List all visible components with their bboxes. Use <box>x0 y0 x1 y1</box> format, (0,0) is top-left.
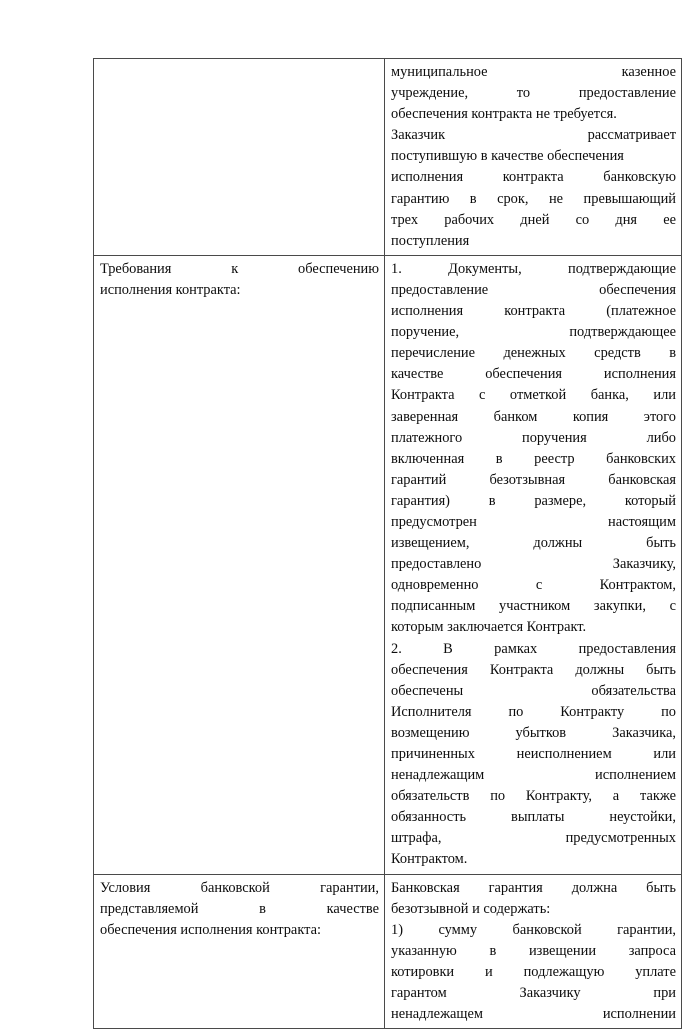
cell-line: поступления <box>391 232 470 249</box>
table-row <box>94 255 682 874</box>
cell-line: поступившую в качестве обеспечения <box>391 148 624 165</box>
cell-line: возмещению убытков Заказчика, <box>391 724 676 741</box>
cell-line: указанную в извещении запроса <box>391 942 676 959</box>
cell-line: 2. В рамках предоставления <box>391 640 676 657</box>
cell-line: подписанным участником закупки, с <box>391 598 676 615</box>
cell-line: ненадлежащим исполнением <box>391 767 676 784</box>
table-cell-value <box>385 255 682 874</box>
cell-line: предоставление обеспечения <box>391 281 676 298</box>
contract-requirements-table <box>93 58 682 1029</box>
cell-line: обеспечены обязательства <box>391 682 676 699</box>
table-row <box>94 874 682 1029</box>
cell-line: включенная в реестр банковских <box>391 450 676 467</box>
cell-line: предоставлено Заказчику, <box>391 556 676 573</box>
cell-line: предусмотрен настоящим <box>391 513 676 530</box>
cell-line: обеспечения исполнения контракта: <box>100 921 321 938</box>
cell-line: Контракта с отметкой банка, или <box>391 387 676 404</box>
cell-line: штрафа, предусмотренных <box>391 830 676 847</box>
cell-line: ненадлежащем исполнении <box>391 1006 676 1023</box>
cell-line: котировки и подлежащую уплате <box>391 963 676 980</box>
cell-line: перечисление денежных средств в <box>391 345 676 362</box>
table-cell-label <box>94 255 385 874</box>
cell-line: причиненных неисполнением или <box>391 746 676 762</box>
table-cell-value <box>385 59 682 256</box>
table-cell-label <box>94 59 385 256</box>
cell-line: представляемой в качестве <box>100 900 379 917</box>
cell-line: гарантом Заказчику при <box>391 985 676 1002</box>
cell-line: обязанность выплаты неустойки, <box>391 809 676 826</box>
cell-line: гарантию в срок, не превышающий <box>391 190 676 207</box>
cell-line: обеспечения Контракта должны быть <box>391 661 676 678</box>
cell-line: платежного поручения либо <box>391 429 676 446</box>
cell-line: Требования к обеспечению <box>100 260 379 277</box>
cell-line: учреждение, то предоставление <box>391 85 676 102</box>
cell-line: заверенная банком копия этого <box>391 408 676 425</box>
cell-line: 1. Документы, подтверждающие <box>391 260 676 277</box>
table-cell-label <box>94 874 385 1029</box>
cell-line: Исполнителя по Контракту по <box>391 703 676 720</box>
table-row <box>94 59 682 256</box>
cell-line: трех рабочих дней со дня ее <box>391 211 676 228</box>
cell-line: безотзывной и содержать: <box>391 900 551 917</box>
cell-line: муниципальное казенное <box>391 64 676 80</box>
cell-line: одновременно с Контрактом, <box>391 577 676 594</box>
cell-line: исполнения контракта: <box>100 281 241 298</box>
table-body <box>94 59 682 1029</box>
cell-line: Заказчик рассматривает <box>391 127 676 144</box>
cell-line: извещением, должны быть <box>391 535 676 552</box>
cell-line: исполнения контракта банковскую <box>391 169 676 186</box>
cell-line: гарантия) в размере, который <box>391 492 676 509</box>
cell-line: качестве обеспечения исполнения <box>391 366 676 383</box>
cell-line: гарантий безотзывная банковская <box>391 471 676 488</box>
cell-line: обязательств по Контракту, а также <box>391 788 676 805</box>
cell-line: которым заключается Контракт. <box>391 619 587 636</box>
cell-line: поручение, подтверждающее <box>391 324 676 341</box>
table-cell-value <box>385 874 682 1029</box>
cell-line: 1) сумму банковской гарантии, <box>391 921 676 938</box>
cell-line: Условия банковской гарантии, <box>100 879 379 896</box>
cell-line: исполнения контракта (платежное <box>391 303 676 320</box>
cell-line: Контрактом. <box>391 851 468 868</box>
cell-line: Банковская гарантия должна быть <box>391 879 676 896</box>
cell-line: обеспечения контракта не требуется. <box>391 106 617 123</box>
